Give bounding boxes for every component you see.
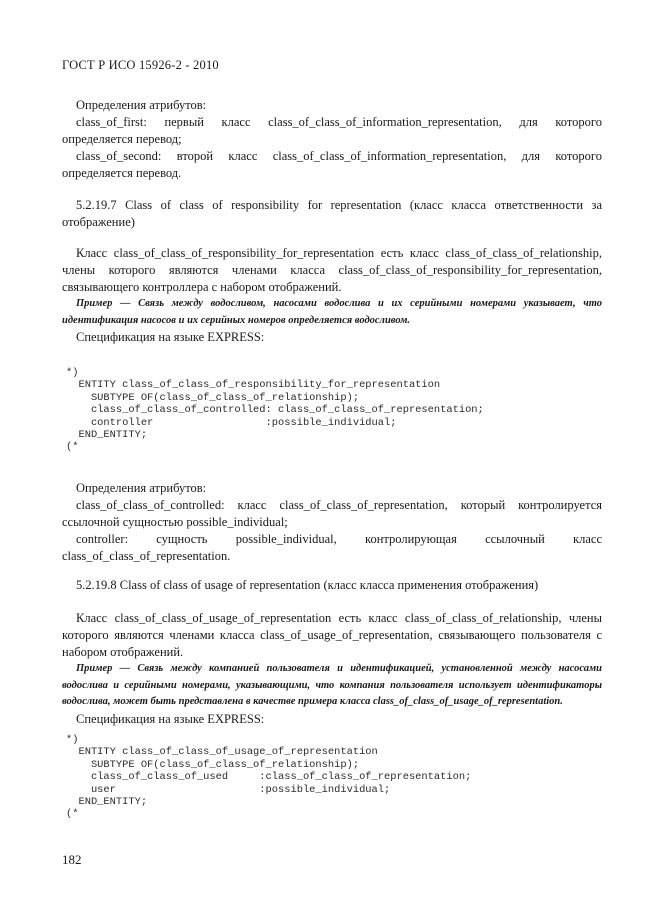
page-number: 182 [62,852,82,867]
attr-defs-heading: Определения атрибутов: [76,481,207,495]
example-note: Пример — Связь между компанией пользователя и идентификацией, установленной между насосами водослива и серийными номерами, указывающими, что компания пользователя использует идентификаторы водослива, может быть представлена в качестве примера класса class_of_class_of_usage_of_representation. [62,663,602,707]
attribute-definitions-2 [62,480,602,565]
section-body-5-2-19-8 [62,610,602,728]
attr-def-controller: controller: сущность possible_individual, контролирующая ссылочный класс class_of_class_of_representation. [62,532,602,563]
express-spec-label: Спецификация на языке EXPRESS: [76,330,265,344]
example-note: Пример — Связь между водосливом, насосами водослива и их серийными номерами указывает, что идентификация насосов и их серийных номеров определяется водосливом. [62,298,602,326]
section-title-text: 5.2.19.8 Class of class of usage of representation (класс класса применения отображения) [76,578,539,592]
section-paragraph: Класс class_of_class_of_usage_of_representation есть класс class_of_class_of_relationship, члены которого являются членами класса class_of_usage_of_representation, связывающего пользователя с набором отображений. [62,611,602,659]
attr-def-second: class_of_second: второй класс class_of_class_of_information_representation, для которого определяется перевод. [62,149,602,180]
attr-def-first: class_of_first: первый класс class_of_class_of_information_representation, для которого определяется перевод; [62,115,602,146]
section-title-5-2-19-8 [62,577,602,594]
document-header: ГОСТ Р ИСО 15926-2 - 2010 [62,58,219,72]
section-title-text: 5.2.19.7 Class of class of responsibility for representation (класс класса ответственности за отображение) [62,198,602,229]
section-title-5-2-19-7 [62,197,602,231]
attribute-definitions-1 [62,97,602,182]
express-code-block: *) ENTITY class_of_class_of_responsibility_for_representation SUBTYPE OF(class_of_class_of_relationship); class_of_class_of_controlled: class_of_class_of_representation; controller :possible_individual; END_ENTITY; (* [66,367,484,454]
section-body-5-2-19-7 [62,245,602,346]
attr-def-controlled: class_of_class_of_controlled: класс class_of_class_of_representation, который контролируется ссылочной сущностью possible_individual; [62,498,602,529]
express-spec-label: Спецификация на языке EXPRESS: [76,711,265,726]
attr-defs-heading: Определения атрибутов: [76,98,207,112]
express-code-block: *) ENTITY class_of_class_of_usage_of_representation SUBTYPE OF(class_of_class_of_relationship); class_of_class_of_used :class_of_class_of_representation; user :possible_individual; END_ENTITY; (* [66,734,472,821]
section-paragraph: Класс class_of_class_of_responsibility_for_representation есть класс class_of_class_of_relationship, члены которого являются членами класса class_of_class_of_responsibility_for_representation, связывающего контроллера с набором отображений. [62,246,602,294]
